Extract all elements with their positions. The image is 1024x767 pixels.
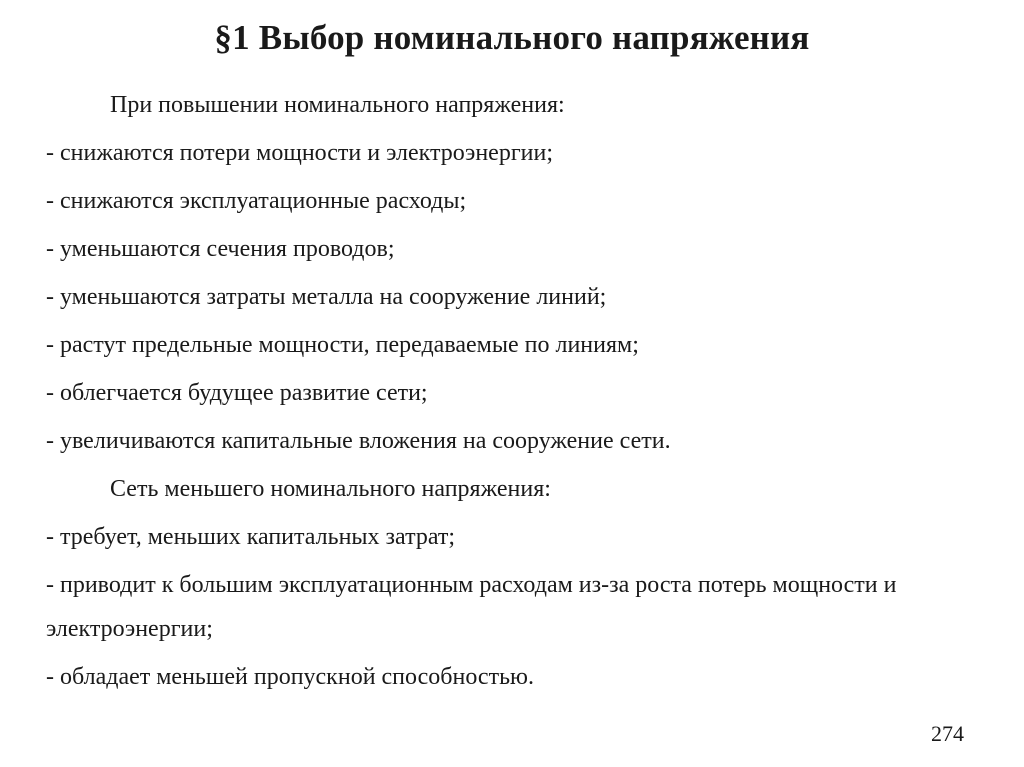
list-item: - требует, меньших капитальных затрат; [46, 524, 456, 550]
list-item: - увеличиваются капитальные вложения на сооружение сети. [46, 428, 671, 454]
slide-body [46, 88, 986, 708]
list-item: - уменьшаются затраты металла на сооружение линий; [46, 284, 607, 310]
list-item: - растут предельные мощности, передаваемые по линиям; [46, 332, 639, 358]
list-item: - приводит к большим эксплуатационным расходам из-за роста потерь мощности и электроэнергии; [46, 572, 897, 642]
list-item: - обладает меньшей пропускной способностью. [46, 664, 534, 690]
list-item: - облегчается будущее развитие сети; [46, 380, 428, 406]
list-item: - уменьшаются сечения проводов; [46, 236, 395, 262]
page-number: 274 [931, 721, 964, 746]
list-item: - снижаются эксплуатационные расходы; [46, 188, 467, 214]
section-intro: При повышении номинального напряжения: [110, 92, 565, 118]
list-item: - снижаются потери мощности и электроэнергии; [46, 140, 554, 166]
page-title: §1 Выбор номинального напряжения [214, 18, 810, 57]
section-intro: Сеть меньшего номинального напряжения: [110, 476, 551, 502]
